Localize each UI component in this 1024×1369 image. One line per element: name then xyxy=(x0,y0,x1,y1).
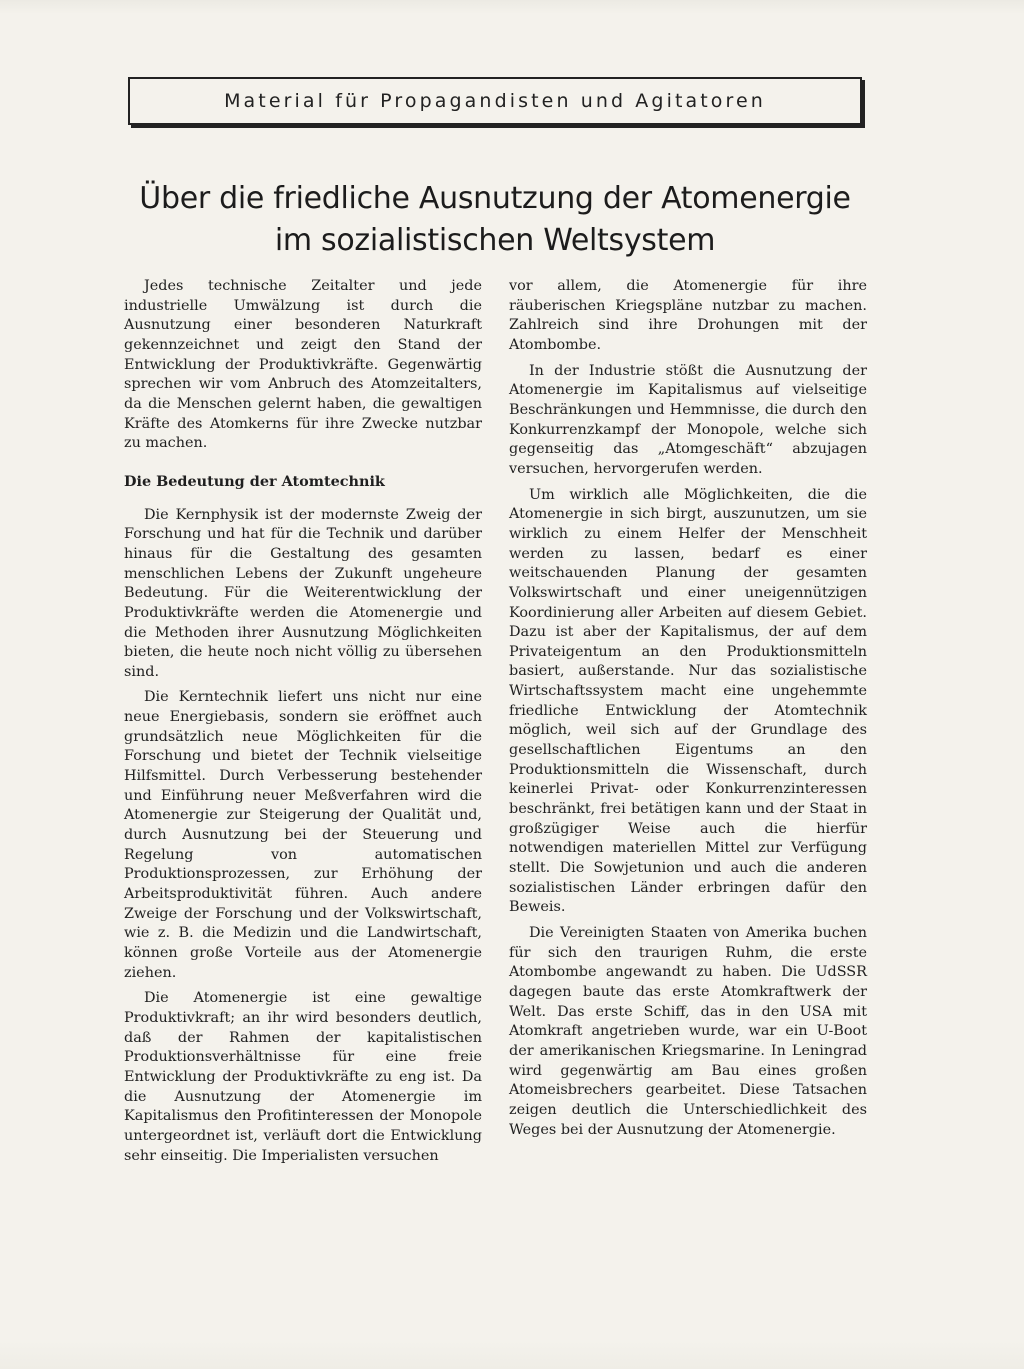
title-line-1: Über die friedliche Ausnutzung der Atomenergie xyxy=(139,181,851,216)
paragraph: Die Kernphysik ist der modernste Zweig der Forschung und hat für die Technik und darüber hinaus für die Gestaltung des gesamten menschlichen Lebens der Zukunft ungeheure Bedeutung. Für die Weiterentwicklung der Produktivkräfte werden die Atomenergie und die Methoden ihrer Ausnutzung Möglichkeiten bieten, die heute noch nicht völlig zu übersehen sind. xyxy=(124,506,482,680)
paragraph: In der Industrie stößt die Ausnutzung der Atomenergie im Kapitalismus auf vielseitige Beschränkungen und Hemmnisse, die durch den Konkurrenzkampf der Monopole, welche sich gegenseitig das „Atomgeschäft“ abzujagen versuchen, hervorgerufen werden. xyxy=(509,362,867,477)
intro-paragraph: Jedes technische Zeitalter und jede industrielle Umwälzung ist durch die Ausnutzung einer besonderen Naturkraft gekennzeichnet und zeigt den Stand der Entwicklung der Produktivkräfte. Gegenwärtig sprechen wir vom Anbruch des Atomzeitalters, da die Menschen gelernt haben, die gewaltigen Kräfte des Atomkerns für ihre Zwecke nutzbar zu machen. xyxy=(124,278,482,452)
section-heading: Die Bedeutung der Atomtechnik xyxy=(124,472,385,490)
left-column xyxy=(124,277,482,1166)
rubric-label: Material für Propagandisten und Agitatoren xyxy=(224,90,766,112)
paragraph: Die Atomenergie ist eine gewaltige Produktivkraft; an ihr wird besonders deutlich, daß der Rahmen der kapitalistischen Produktionsverhältnisse für eine freie Entwicklung der Produktivkräfte zu eng ist. Da die Ausnutzung der Atomenergie im Kapitalismus den Profitinteressen der Monopole untergeordnet ist, verläuft dort die Entwicklung sehr einseitig. Die Imperialisten versuchen xyxy=(124,990,482,1164)
paragraph: Die Vereinigten Staaten von Amerika buchen für sich den traurigen Ruhm, die erste Atombombe angewandt zu haben. Die UdSSR dagegen baute das erste Atomkraftwerk der Welt. Das erste Schiff, das in den USA mit Atomkraft angetrieben wurde, war ein U-Boot der amerikanischen Kriegsmarine. In Leningrad wird gegenwärtig am Bau eines großen Atomeisbrechers gearbeitet. Diese Tatsachen zeigen deutlich die Unterschiedlichkeit des Weges bei der Ausnutzung der Atomenergie. xyxy=(509,925,867,1138)
paragraph: Um wirklich alle Möglichkeiten, die die Atomenergie in sich birgt, auszunutzen, um sie wirklich zu einem Helfer der Menschheit werden zu lassen, bedarf es einer weitschauenden Planung der gesamten Volkswirtschaft und einer uneigennützigen Koordinierung aller Arbeiten auf diesem Gebiet. Dazu ist aber der Kapitalismus, der auf dem Privateigentum an den Produktionsmitteln basiert, außerstande. Nur das sozialistische Wirtschaftssystem macht eine ungehemmte friedliche Entwicklung der Atomtechnik möglich, weil sich auf der Grundlage des gesellschaftlichen Eigentums an den Produktionsmitteln die Wissenschaft, durch keinerlei Privat- oder Konkurrenzinteressen beschränkt, frei betätigen kann und der Staat in großzügiger Weise auch die hierfür notwendigen materiellen Mittel zur Verfügung stellt. Die Sowjetunion und auch die anderen sozialistischen Länder erbringen dafür den Beweis. xyxy=(509,486,867,916)
paragraph: Die Kerntechnik liefert uns nicht nur eine neue Energiebasis, sondern sie eröffnet auch grundsätzlich neue Möglichkeiten für die Forschung und bietet der Technik vielseitige Hilfsmittel. Durch Verbesserung bestehender und Einführung neuer Meßverfahren wird die Atomenergie zur Steigerung der Qualität und, durch Ausnutzung bei der Steuerung und Regelung von automatischen Produktionsprozessen, zur Erhöhung der Arbeitsproduktivität führen. Auch andere Zweige der Forschung und der Volkswirtschaft, wie z. B. die Medizin und die Landwirtschaft, können große Vorteile aus der Atomenergie ziehen. xyxy=(124,689,482,981)
article-title xyxy=(128,178,862,262)
continued-paragraph: vor allem, die Atomenergie für ihre räuberischen Kriegspläne nutzbar zu machen. Zahlreich sind ihre Drohungen mit der Atombombe. xyxy=(509,278,867,353)
right-column xyxy=(509,277,867,1140)
title-line-2: im sozialistischen Weltsystem xyxy=(274,223,716,258)
rubric-banner xyxy=(128,77,862,125)
